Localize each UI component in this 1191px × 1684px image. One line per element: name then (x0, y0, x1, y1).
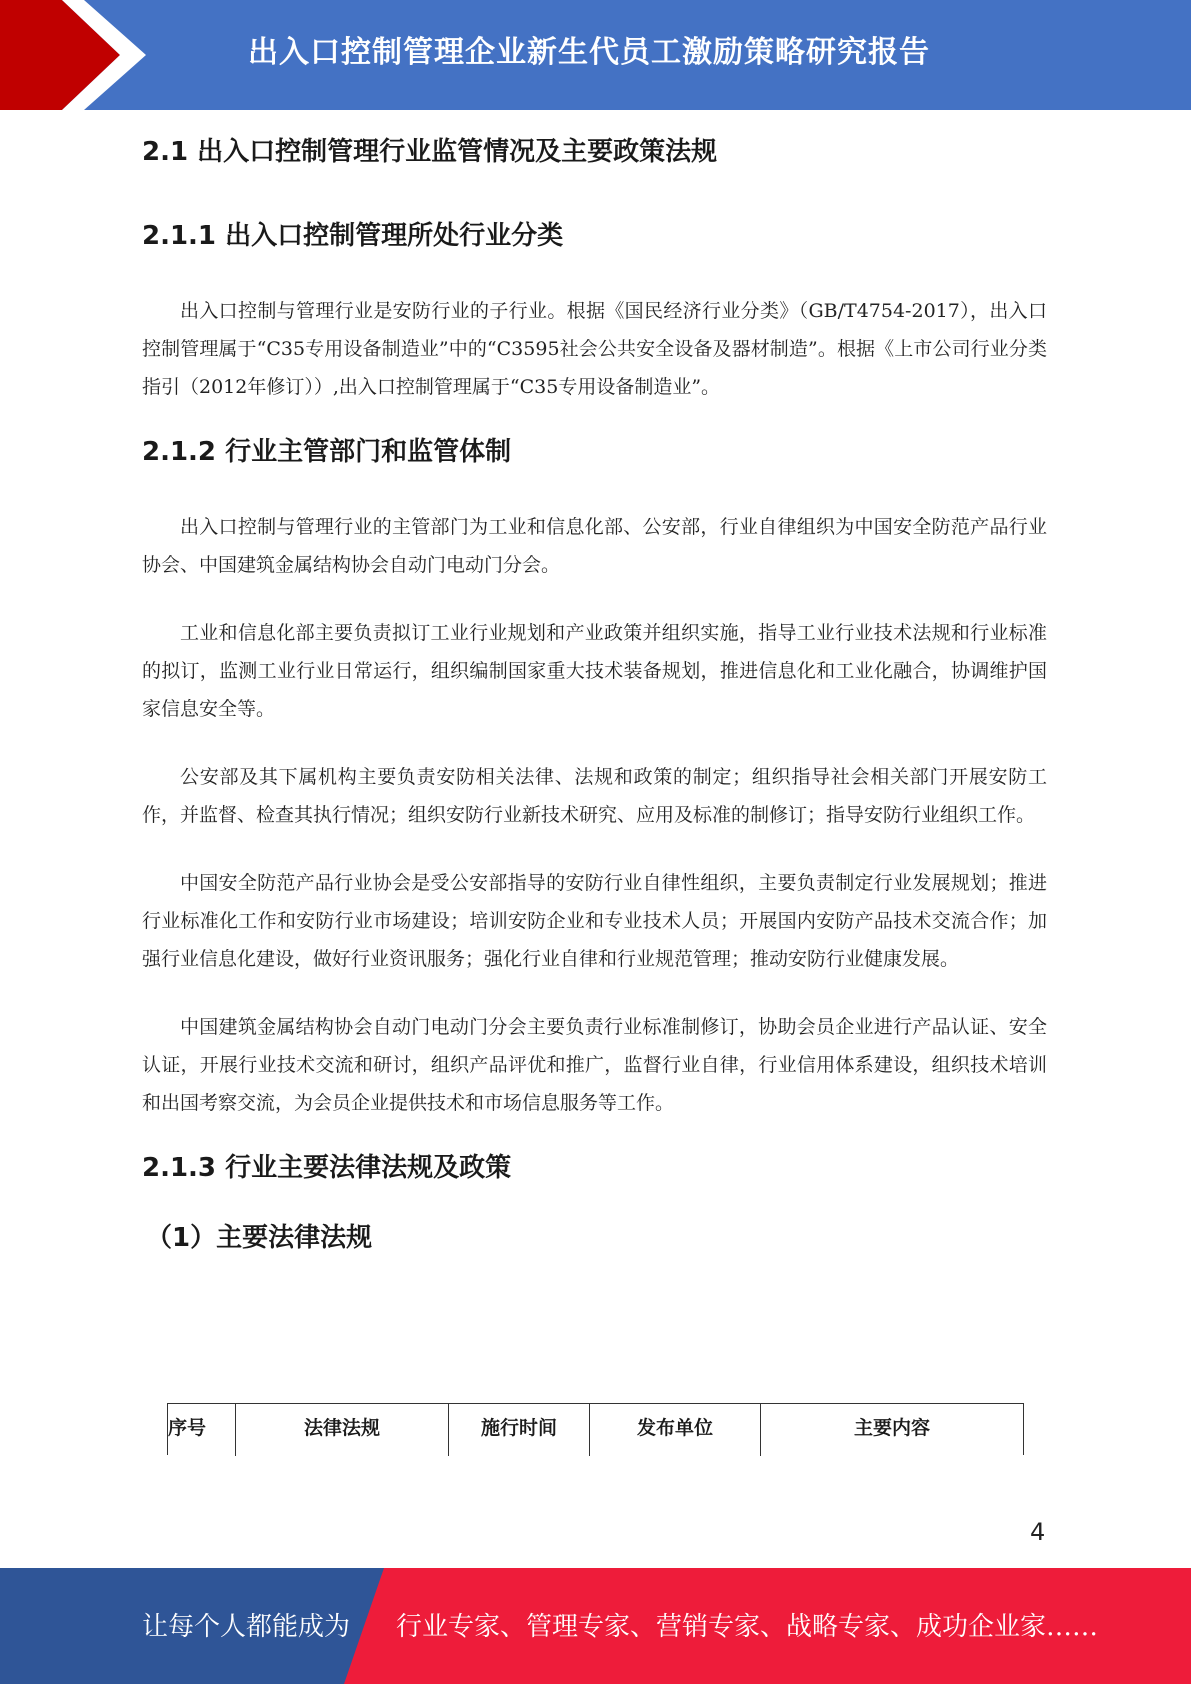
heading-2-1-1: 2.1.1 出入口控制管理所处行业分类 (142, 221, 564, 251)
paragraph-regulators: 出入口控制与管理行业的主管部门为工业和信息化部、公安部，行业自律组织为中国安全防范产品行业协会、中国建筑金属结构协会自动门电动门分会。 (142, 516, 1047, 576)
table-header-cell: 序号 (168, 1404, 236, 1456)
footer-slogan-right: 行业专家、管理专家、营销专家、战略专家、成功企业家…… (396, 1612, 1099, 1642)
paragraph-security-association: 中国安全防范产品行业协会是受公安部指导的安防行业自律性组织，主要负责制定行业发展规划；推进行业标准化工作和安防行业市场建设；培训安防企业和专业技术人员；开展国内安防产品技术交流合作；加强行业信息化建设，做好行业资讯服务；强化行业自律和行业规范管理；推动安防行业健康发展。 (142, 872, 1047, 970)
paragraph-industry-classification: 出入口控制与管理行业是安防行业的子行业。根据《国民经济行业分类》（GB/T4754-2017），出入口控制管理属于“C35专用设备制造业”中的“C3595社会公共安全设备及器材制造”。根据《上市公司行业分类指引（2012年修订））,出入口控制管理属于“C35专用设备制造业”。 (142, 300, 1047, 398)
heading-2-1-2: 2.1.2 行业主管部门和监管体制 (142, 437, 512, 467)
heading-main-laws: （1）主要法律法规 (146, 1223, 373, 1253)
paragraph-miit: 工业和信息化部主要负责拟订工业行业规划和产业政策并组织实施，指导工业行业技术法规和行业标准的拟订，监测工业行业日常运行，组织编制国家重大技术装备规划，推进信息化和工业化融合，协调维护国家信息安全等。 (142, 622, 1047, 720)
paragraph-mps: 公安部及其下属机构主要负责安防相关法律、法规和政策的制定；组织指导社会相关部门开展安防工作，并监督、检查其执行情况；组织安防行业新技术研究、应用及标准的制修订；指导安防行业组织工作。 (142, 766, 1047, 826)
document-body (142, 112, 1047, 1258)
table-header-cell: 主要内容 (853, 1417, 930, 1439)
paragraph-door-association: 中国建筑金属结构协会自动门电动门分会主要负责行业标准制修订，协助会员企业进行产品认证、安全认证，开展行业技术交流和研讨，组织产品评优和推广，监督行业自律，行业信用体系建设，组织技术培训和出国考察交流，为会员企业提供技术和市场信息服务等工作。 (142, 1016, 1047, 1114)
table-header-cell: 发布单位 (590, 1404, 761, 1456)
table-header-cell: 施行时间 (449, 1404, 590, 1456)
table-header-cell: 法律法规 (236, 1404, 449, 1456)
report-title: 出入口控制管理企业新生代员工激励策略研究报告 (248, 35, 930, 70)
header-banner (0, 0, 1191, 110)
footer-slogan-left: 让每个人都能成为 (142, 1612, 351, 1642)
page-number: 4 (1030, 1518, 1046, 1546)
footer-banner (0, 1568, 1191, 1684)
heading-2-1-3: 2.1.3 行业主要法律法规及政策 (142, 1153, 512, 1183)
heading-2-1: 2.1 出入口控制管理行业监管情况及主要政策法规 (142, 137, 718, 167)
laws-table-header (167, 1403, 1024, 1455)
